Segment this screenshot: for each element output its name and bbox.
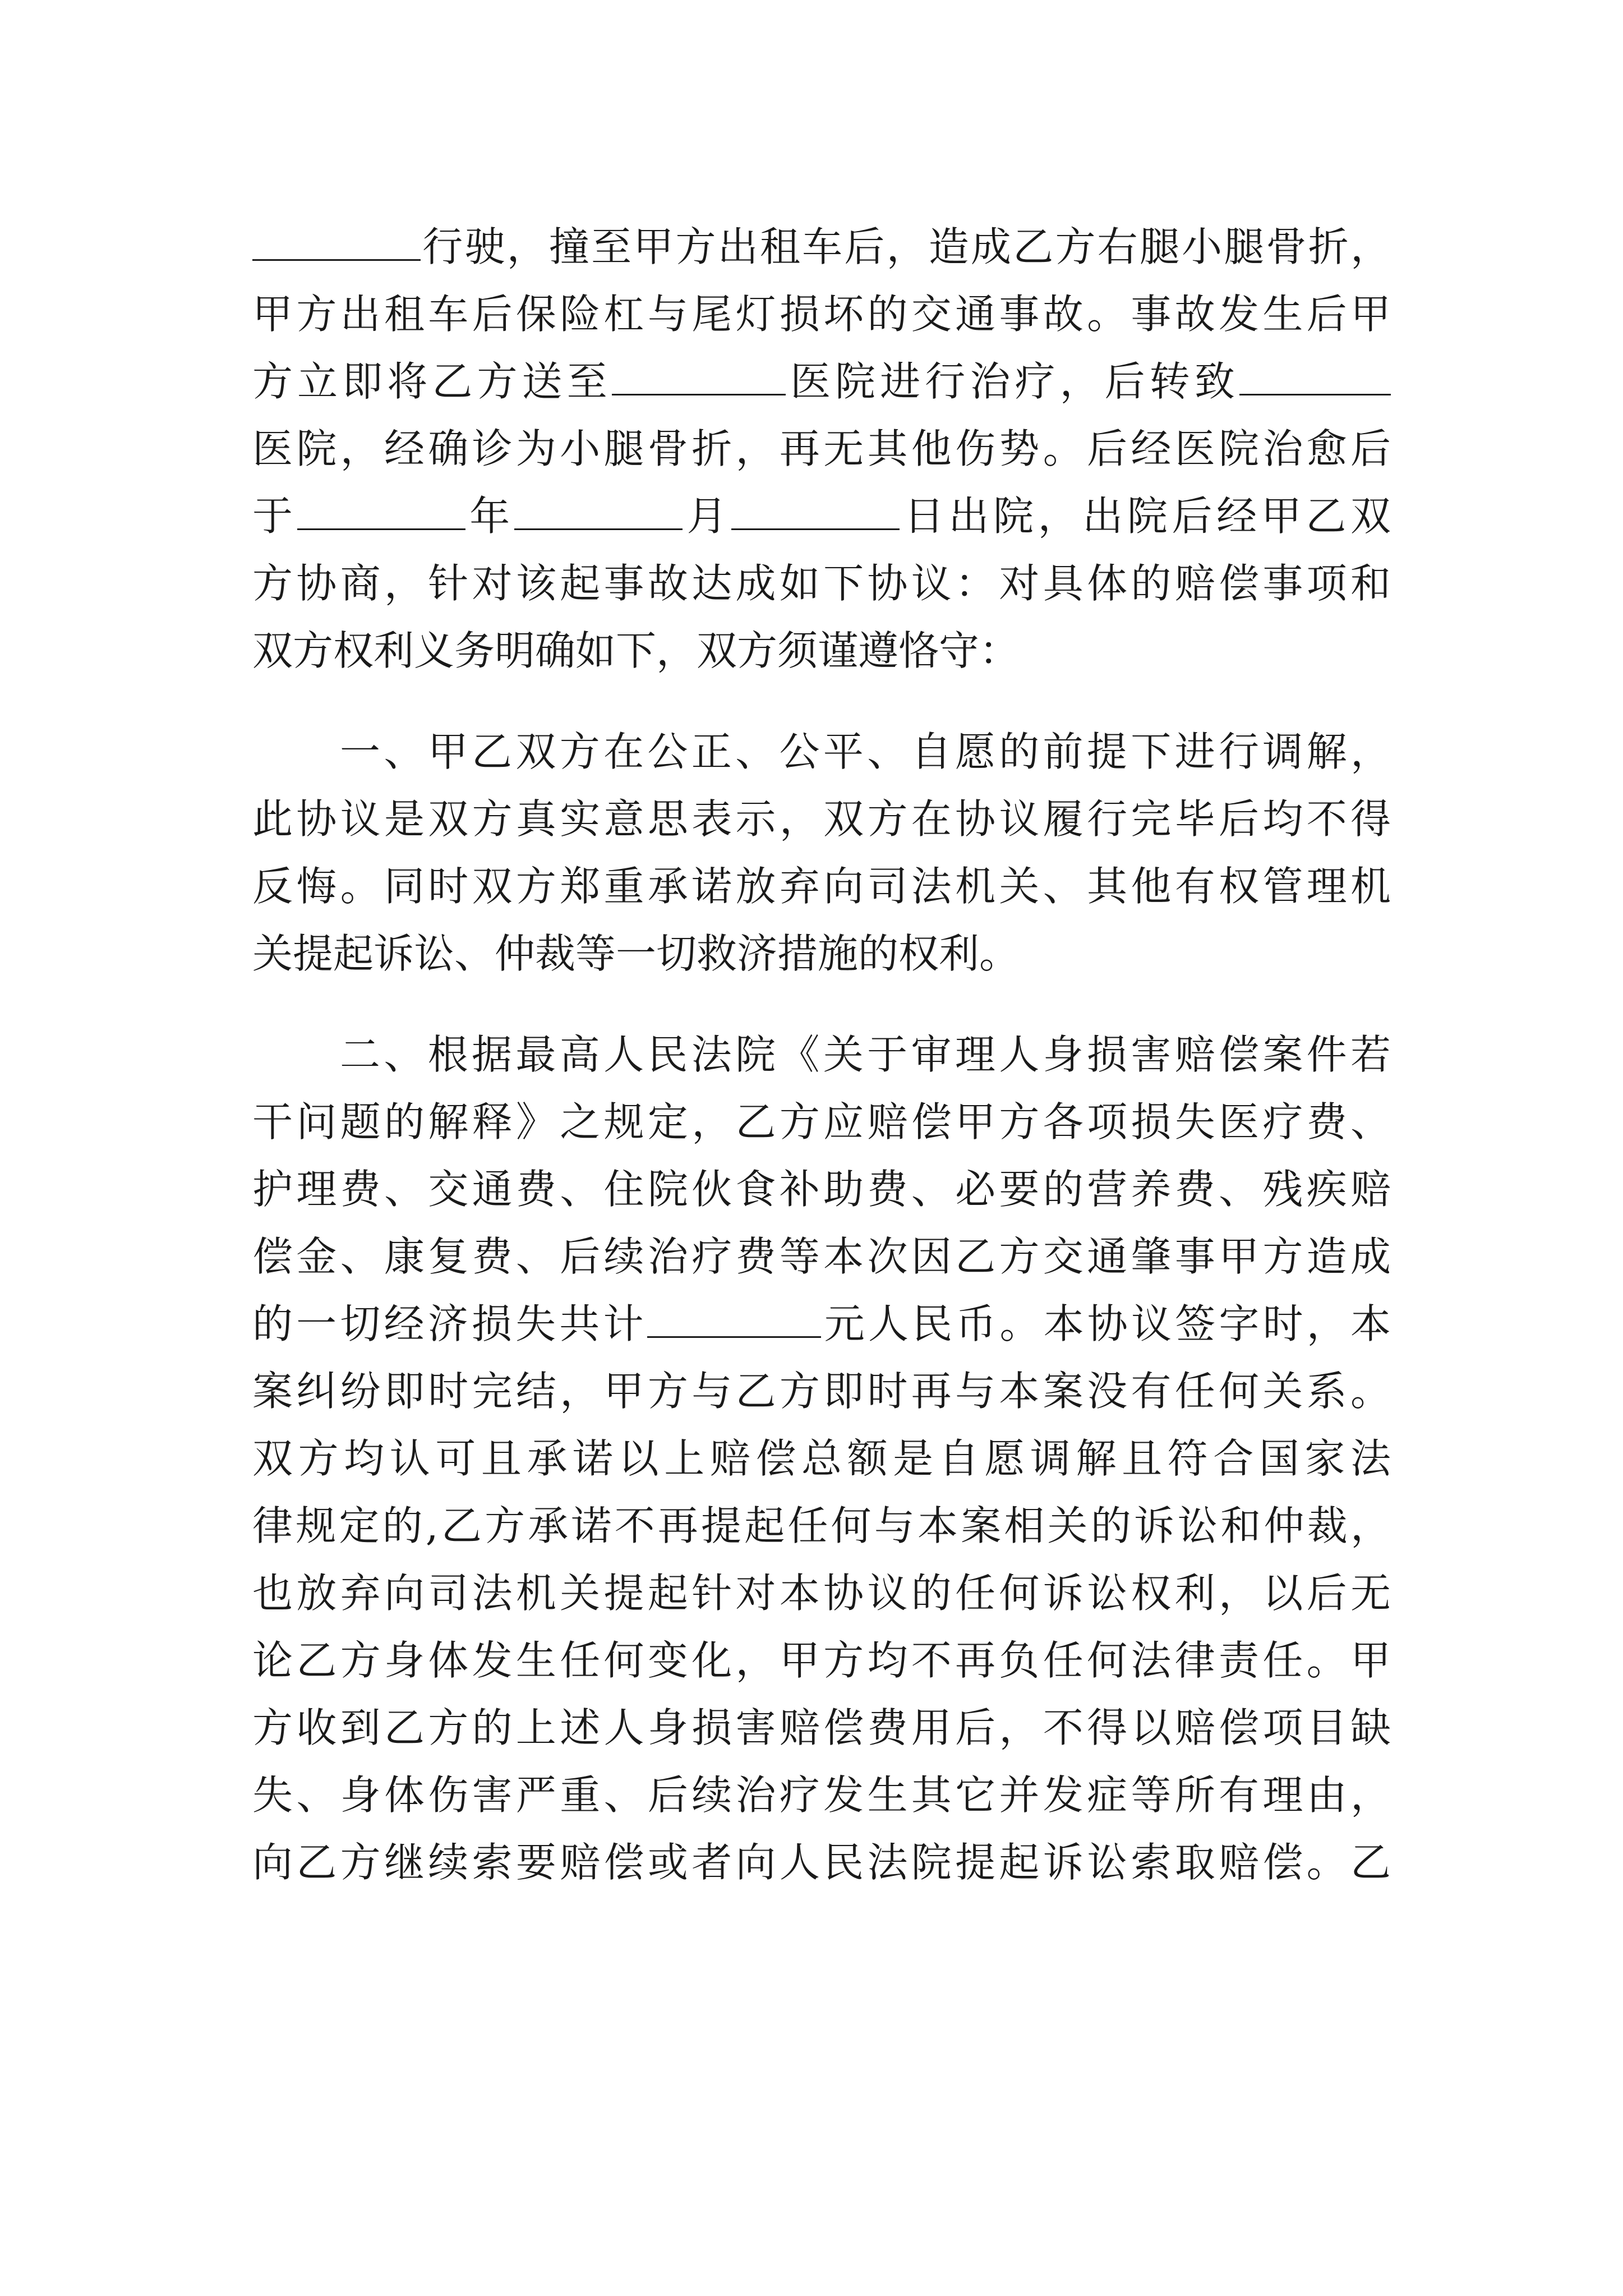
fill-in-blank-day[interactable]: [731, 494, 900, 530]
text-line-23: 失、身体伤害严重、后续治疗发生其它并发症等所有理由，: [252, 1772, 1391, 1819]
text-line-10: 反悔。同时双方郑重承诺放弃向司法机关、其他有权管理机: [252, 863, 1391, 910]
fill-in-blank[interactable]: [612, 359, 786, 395]
text-line-6: 方协商，针对该起事故达成如下协议：对具体的赔偿事项和: [252, 560, 1391, 607]
text-line-4: 医院，经确诊为小腿骨折，再无其他伤势。后经医院治愈后: [252, 425, 1391, 472]
text-line-3: 方立即将乙方送至 医院进行治疗，后转致: [252, 348, 1391, 415]
fill-in-blank-amount[interactable]: [647, 1301, 821, 1338]
fill-in-blank-month[interactable]: [514, 494, 683, 530]
text-line-7: 双方权利义务明确如下，双方须谨遵恪守：: [252, 627, 1020, 674]
fill-in-blank-year[interactable]: [297, 494, 465, 530]
text-line-9: 此协议是双方真实意思表示，双方在协议履行完毕后均不得: [252, 795, 1391, 843]
text-line-15: 偿金、康复费、后续治疗费等本次因乙方交通肇事甲方造成: [252, 1233, 1391, 1280]
text-line-12: 二、根据最高人民法院《关于审理人身损害赔偿案件若: [340, 1031, 1391, 1078]
text-line-11: 关提起诉讼、仲裁等一切救济措施的权利。: [252, 930, 1020, 977]
text-line-24: 向乙方继续索要赔偿或者向人民法院提起诉讼索取赔偿。乙: [252, 1839, 1391, 1886]
text-line-21: 论乙方身体发生任何变化，甲方均不再负任何法律责任。甲: [252, 1637, 1391, 1684]
text-line-19: 律规定的,乙方承诺不再提起任何与本案相关的诉讼和仲裁，: [252, 1502, 1391, 1549]
text-line-14: 护理费、交通费、住院伙食补助费、必要的营养费、残疾赔: [252, 1166, 1391, 1213]
text-line-8: 一、甲乙双方在公正、公平、自愿的前提下进行调解，: [340, 728, 1391, 775]
text-line-18: 双方均认可且承诺以上赔偿总额是自愿调解且符合国家法: [252, 1435, 1391, 1482]
text-line-13: 干问题的解释》之规定，乙方应赔偿甲方各项损失医疗费、: [252, 1098, 1391, 1145]
text-line-2: 甲方出租车后保险杠与尾灯损坏的交通事故。事故发生后甲: [252, 291, 1391, 338]
text-line-5: 于 年 月 日出院，出院后经甲乙双: [252, 493, 1391, 540]
text-line-20: 也放弃向司法机关提起针对本协议的任何诉讼权利，以后无: [252, 1570, 1391, 1617]
text-line-16: 的一切经济损失共计 元人民币。本协议签字时，本: [252, 1300, 1391, 1347]
text-line-17: 案纠纷即时完结，甲方与乙方即时再与本案没有任何关系。: [252, 1368, 1391, 1415]
fill-in-blank[interactable]: [252, 224, 421, 261]
text-line-22: 方收到乙方的上述人身损害赔偿费用后，不得以赔偿项目缺: [252, 1704, 1391, 1751]
fill-in-blank[interactable]: [1239, 359, 1391, 395]
text-line-1: 行驶，撞至甲方出租车后，造成乙方右腿小腿骨折，: [252, 213, 1391, 280]
